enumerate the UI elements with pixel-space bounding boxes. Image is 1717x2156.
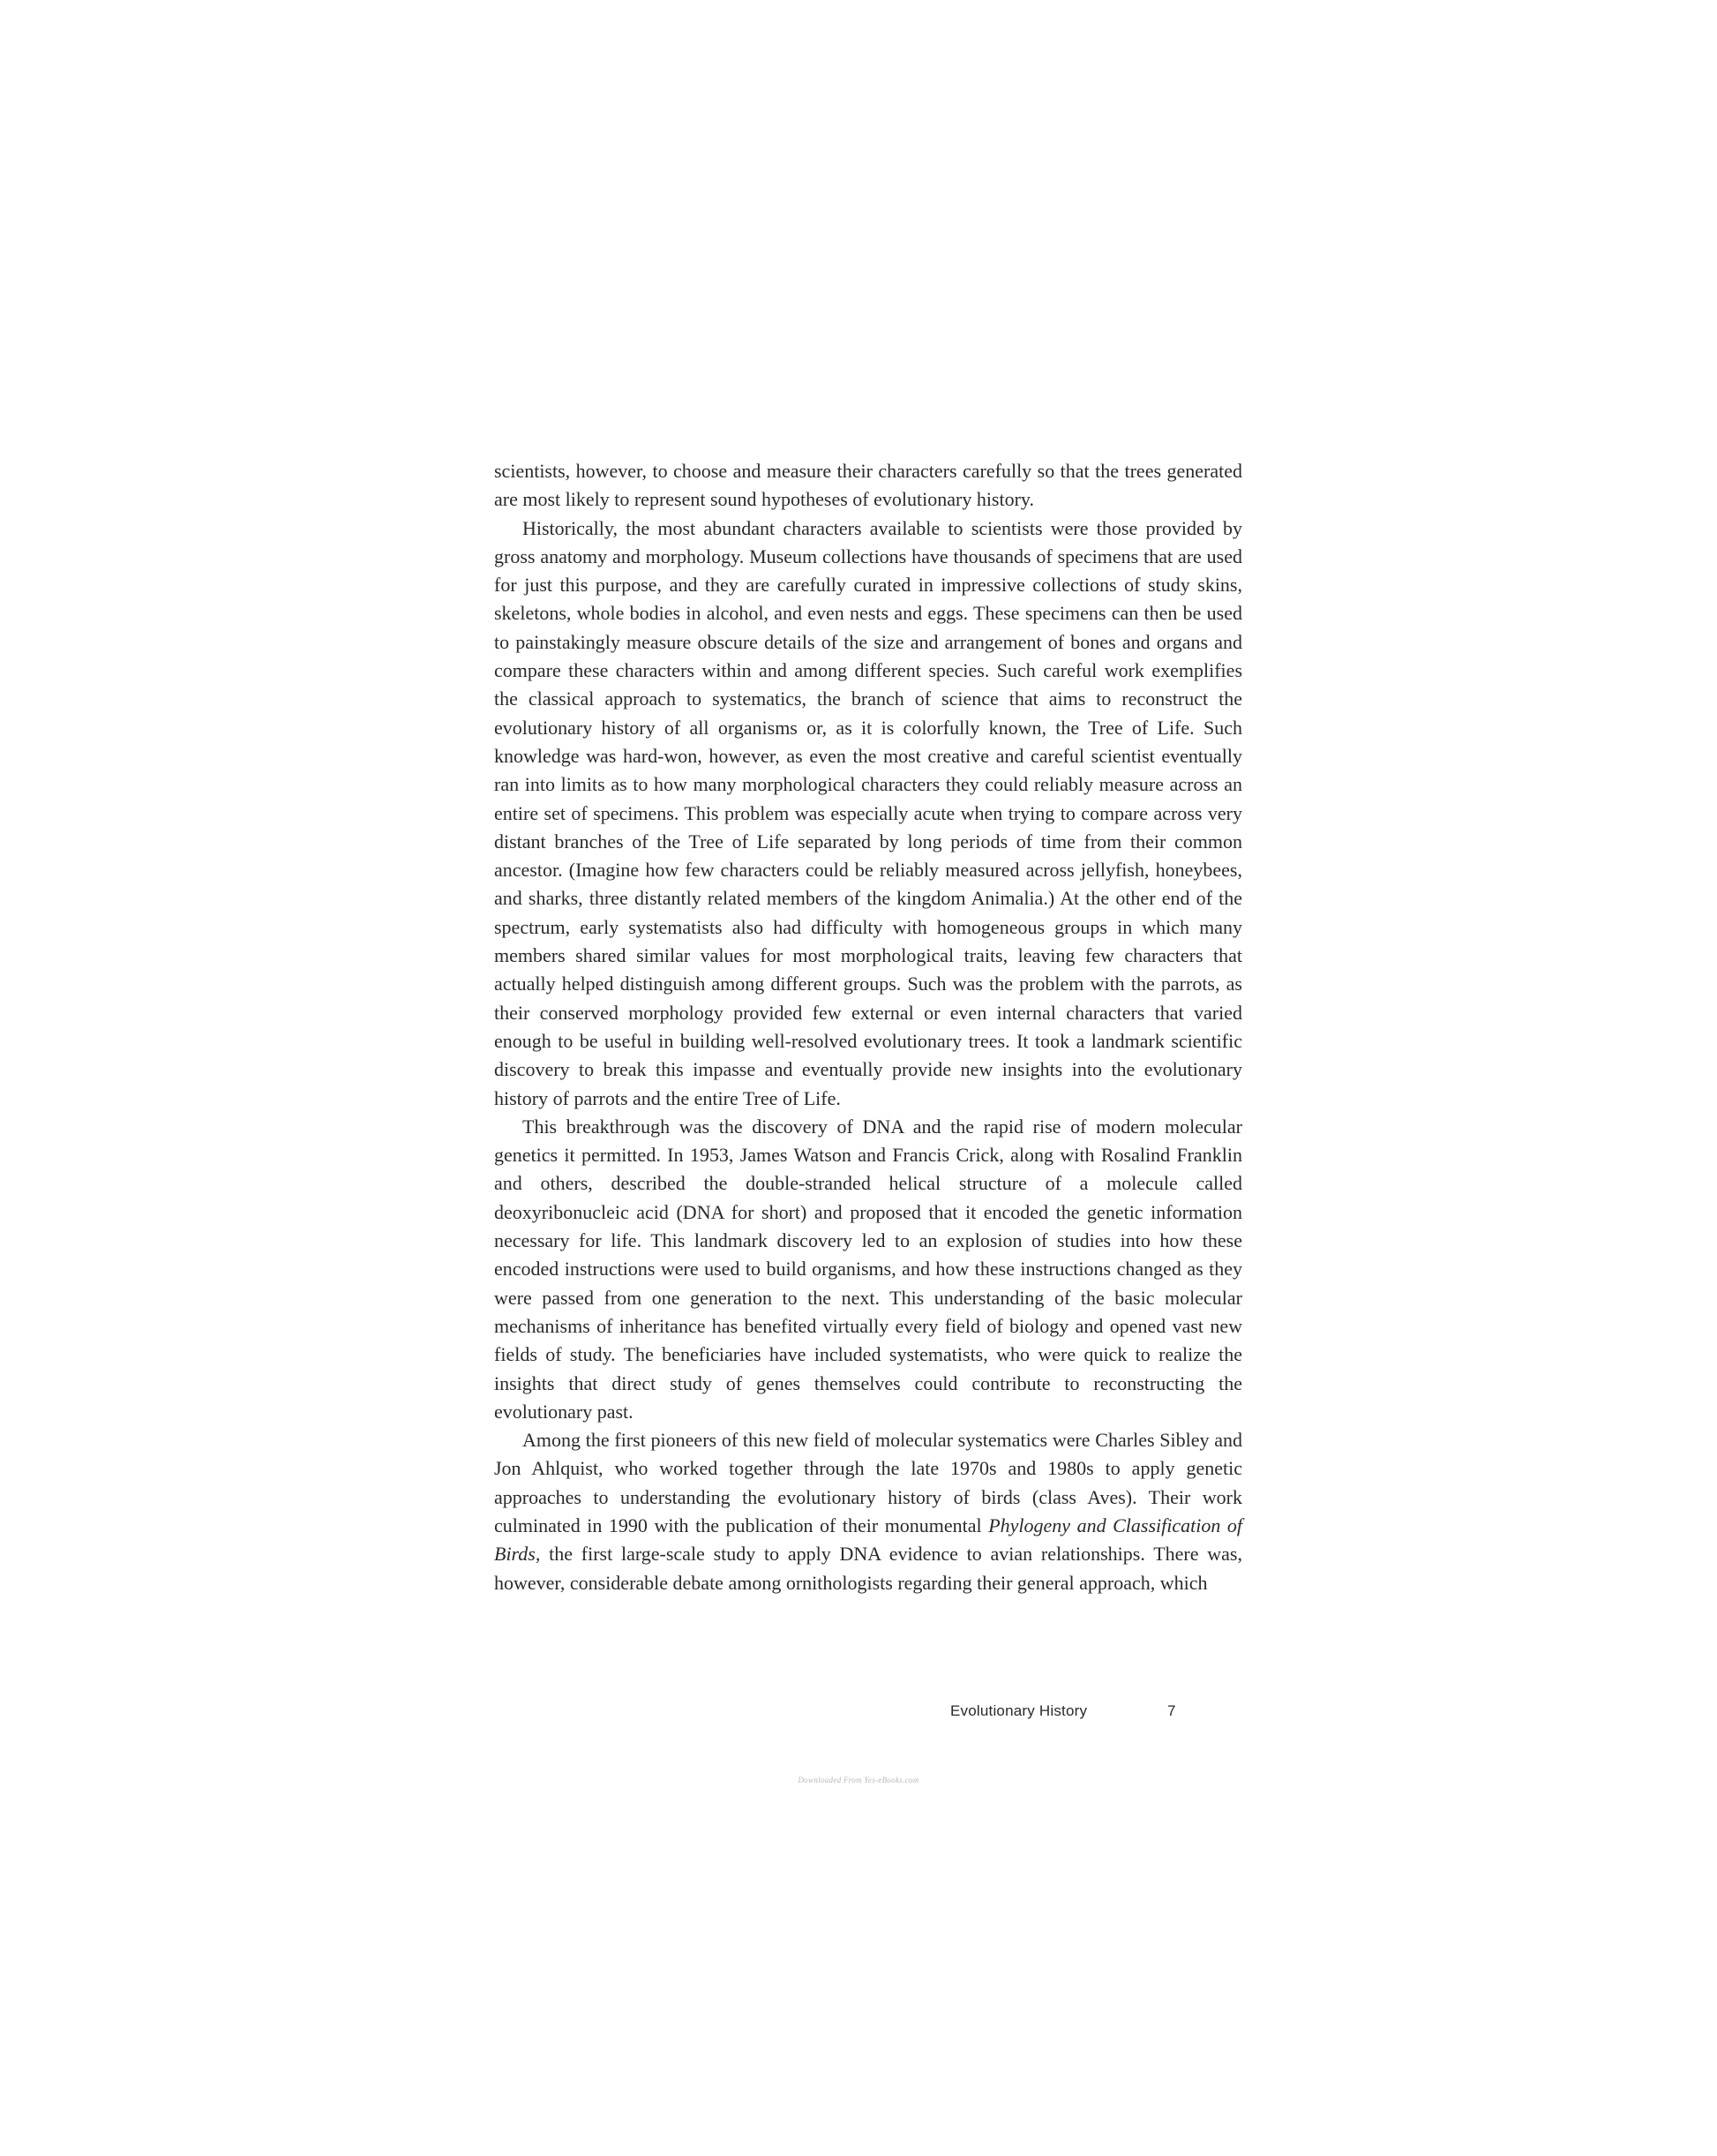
paragraph-4	[494, 1426, 1242, 1597]
paragraph-1-text: scientists, however, to choose and measure their characters carefully so that the trees generated are most likely to represent sound hypotheses of evolutionary history.	[494, 460, 1242, 511]
book-title: Phylogeny and Classification of Birds,	[494, 1514, 1242, 1566]
paragraph-2-text: Historically, the most abundant characters available to scientists were those provided by gross anatomy and morphology. Museum collections have thousands of specimens that are used for just this purpose, and they are carefully curated in impressive collections of study skins, skeletons, whole bodies in alcohol, and even nests and eggs. These specimens can then be used to painstakingly measure obscure details of the size and arrangement of bones and organs and compare these characters within and among different species. Such careful work exemplifies the classical approach to systematics, the branch of science that aims to reconstruct the evolutionary history of all organisms or, as it is colorfully known, the Tree of Life. Such knowledge was hard-won, however, as even the most creative and careful scientist eventually ran into limits as to how many morphological characters they could reliably measure across an entire set of specimens. This problem was especially acute when trying to compare across very distant branches of the Tree of Life separated by long periods of time from their common ancestor. (Imagine how few characters could be reliably measured across jellyfish, honeybees, and sharks, three distantly related members of the kingdom Animalia.) At the other end of the spectrum, early systematists also had difficulty with homogeneous groups in which many members shared similar values for most morphological traits, leaving few characters that actually helped distinguish among different groups. Such was the problem with the parrots, as their conserved morphology provided few external or even internal characters that varied enough to be useful in building well-resolved evolutionary trees. It took a landmark scientific discovery to break this impasse and eventually provide new insights into the evolutionary history of parrots and the entire Tree of Life.	[494, 516, 1242, 1109]
paragraph-3-text: This breakthrough was the discovery of DNA and the rapid rise of modern molecular genetics it permitted. In 1953, James Watson and Francis Crick, along with Rosalind Franklin and others, described the double-stranded helical structure of a molecule called deoxyribonucleic acid (DNA for short) and proposed that it encoded the genetic information necessary for life. This landmark discovery led to an explosion of studies into how these encoded instructions were used to build organisms, and how these instructions changed as they were passed from one generation to the next. This understanding of the basic molecular mechanisms of inheritance has benefited virtually every field of biology and opened vast new fields of study. The beneficiaries have included systematists, who were quick to realize the insights that direct study of genes themselves could contribute to reconstructing the evolutionary past.	[494, 1115, 1242, 1423]
running-head: Evolutionary History	[950, 1702, 1088, 1719]
paragraph-2	[494, 515, 1242, 1113]
paragraph-1	[494, 457, 1242, 515]
paragraph-3	[494, 1113, 1242, 1426]
paragraph-4-text-start: Among the first pioneers of this new field of molecular systematics were Charles Sibley and Jon Ahlquist, who worked together through the late 1970s and 1980s to apply genetic approaches to understanding the evolutionary history of birds (class Aves). Their work culminated in 1990 with the publication of their monumental	[494, 1429, 1242, 1536]
watermark: Downloaded From Yes-eBooks.com	[798, 1776, 919, 1784]
page-footer	[0, 1702, 1717, 1724]
paragraph-4-text-end: the first large-scale study to apply DNA evidence to avian relationships. There was, however, considerable debate among ornithologists regarding their general approach, which	[494, 1543, 1242, 1594]
body-text	[494, 457, 1242, 1597]
page-number: 7	[1167, 1702, 1176, 1719]
